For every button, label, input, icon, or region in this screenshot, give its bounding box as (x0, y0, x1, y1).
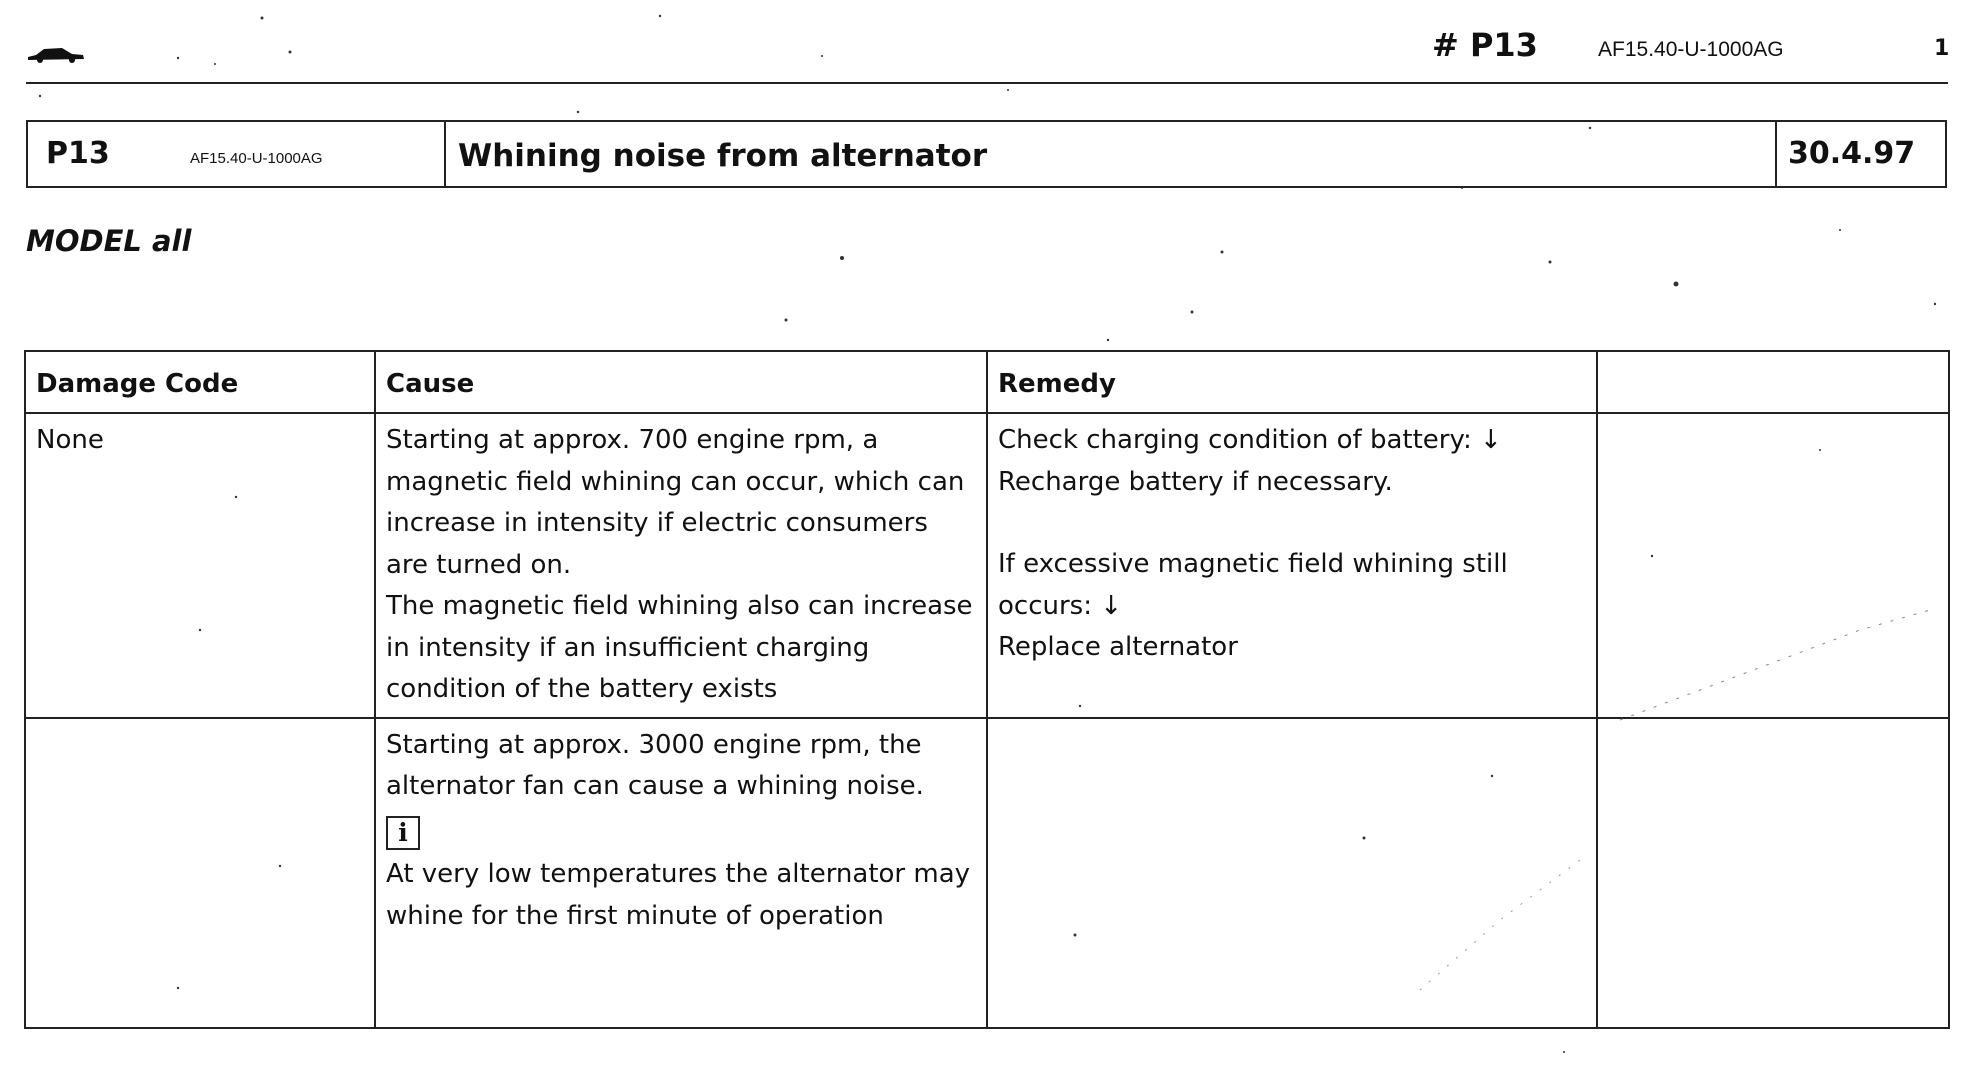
title-box (26, 120, 1947, 188)
remedy-cell (987, 718, 1597, 1028)
title-document-number: AF15.40-U-1000AG (190, 150, 323, 167)
column-header-damage-code: Damage Code (25, 351, 375, 413)
header-document-number: AF15.40-U-1000AG (1598, 38, 1784, 61)
remedy-text: If excessive magnetic field whining still occurs: (998, 549, 1508, 621)
blank-cell (1597, 413, 1949, 718)
remedy-line: Replace alternator (998, 632, 1238, 662)
cause-paragraph: The magnetic field whining also can increase in intensity if an insufficient charging condition of the battery exists (386, 591, 973, 704)
page-title: Whining noise from alternator (458, 138, 988, 174)
cause-paragraph: Starting at approx. 700 engine rpm, a magnetic field whining can occur, which can increase in intensity if electric consumers are turned on. (386, 425, 965, 580)
damage-table (24, 350, 1950, 1029)
table-row (25, 718, 1949, 1028)
remedy-text: Check charging condition of battery: (998, 425, 1472, 455)
column-header-cause: Cause (375, 351, 987, 413)
header-reference: # P13 (1432, 26, 1538, 64)
remedy-cell (987, 413, 1597, 718)
title-divider (444, 122, 446, 186)
damage-code-cell (25, 718, 375, 1028)
title-date: 30.4.97 (1788, 136, 1916, 171)
arrow-down-icon: ↓ (1100, 590, 1123, 621)
remedy-line: Recharge battery if necessary. (998, 466, 1393, 497)
cause-note: At very low temperatures the alternator may whine for the first minute of operation (386, 859, 971, 931)
info-icon: i (386, 816, 420, 850)
damage-code-cell: None (25, 413, 375, 718)
header-rule (26, 82, 1948, 84)
cause-cell (375, 718, 987, 1028)
remedy-line (998, 544, 1586, 627)
table-row (25, 413, 1949, 718)
cause-cell (375, 413, 987, 718)
table-header-row (25, 351, 1949, 413)
title-divider (1775, 122, 1777, 186)
arrow-down-icon: ↓ (1480, 425, 1502, 455)
remedy-line (998, 420, 1586, 462)
column-header-remedy: Remedy (987, 351, 1597, 413)
blank-cell (1597, 718, 1949, 1028)
column-header-blank (1597, 351, 1949, 413)
model-line: MODEL all (26, 224, 192, 258)
title-code: P13 (46, 136, 110, 171)
car-icon (26, 44, 86, 64)
paragraph-gap (998, 503, 1586, 544)
cause-paragraph: Starting at approx. 3000 engine rpm, the alternator fan can cause a whining noise. (386, 729, 924, 801)
header-page-number: 1 (1934, 36, 1950, 61)
